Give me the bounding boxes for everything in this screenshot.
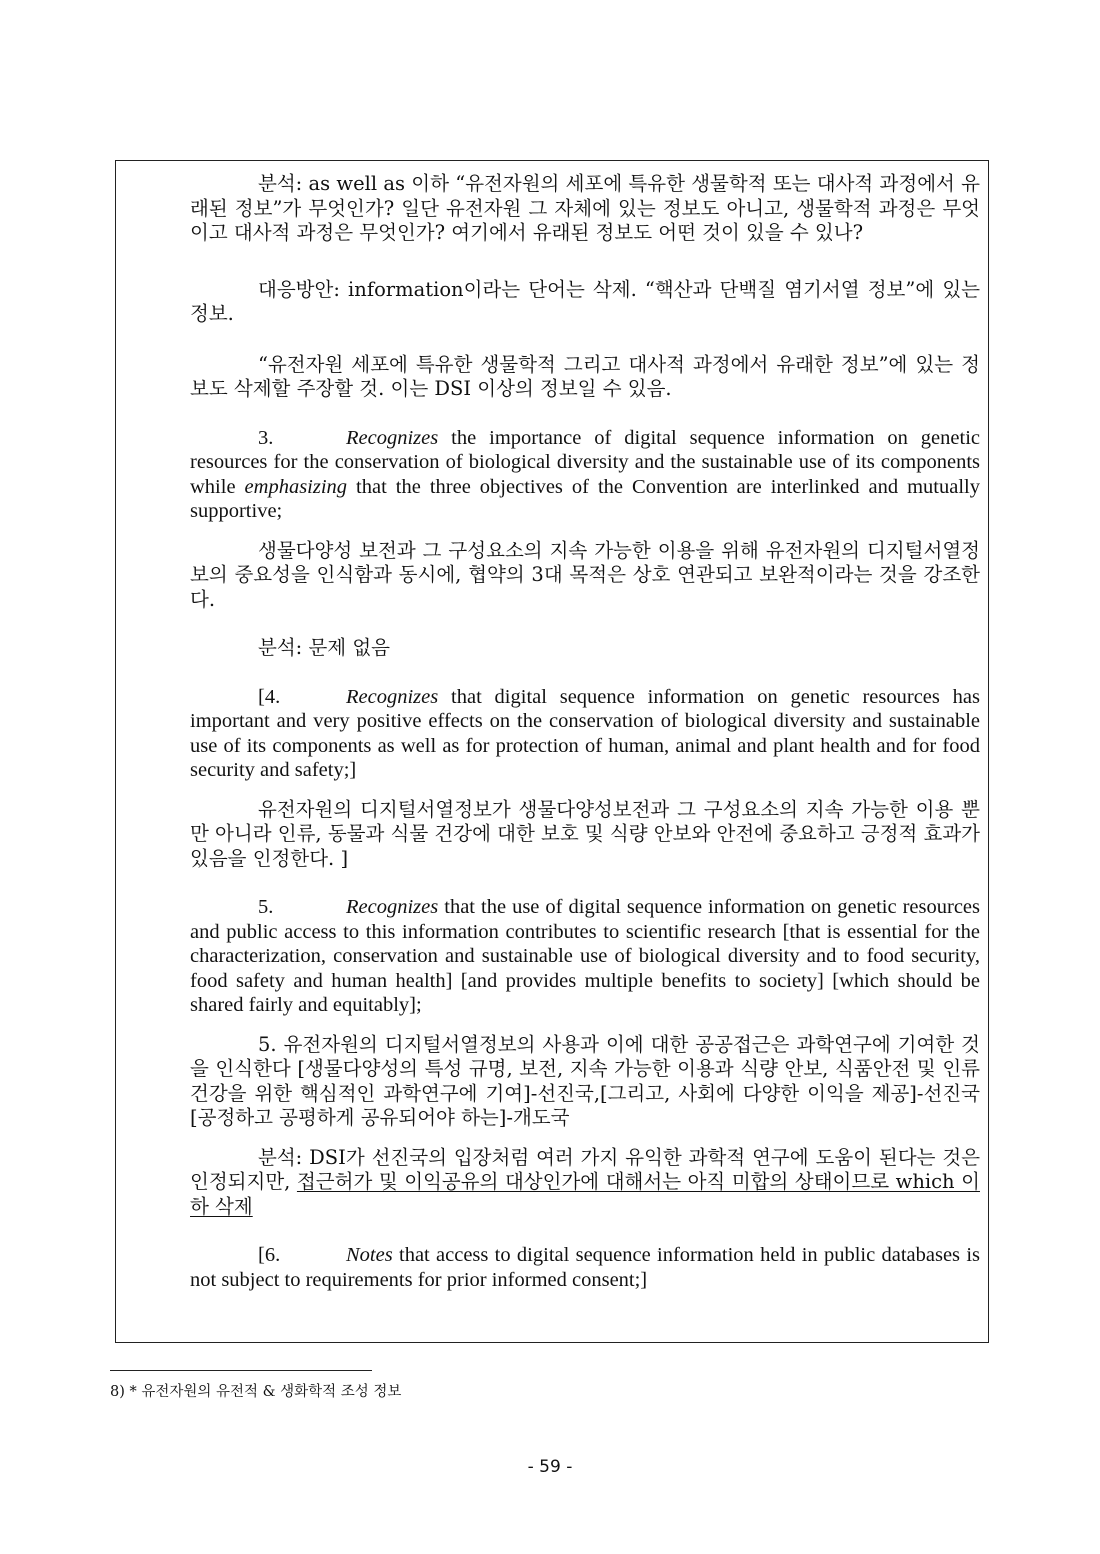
clause-verb: Recognizes [346,896,439,918]
clause-5-korean: 5. 유전자원의 디지털서열정보의 사용과 이에 대한 공공접근은 과학연구에 기여한 것을 인식한다 [생물다양성의 특성 규명, 보전, 지속 가능한 이용과 식량 안보, 식품안전 및 인류 건강을 위한 핵심적인 과학연구에 기여]-선진국,[그리고, 사회에 다양한 이익을 제공]-선진국 [공정하고 공평하게 공유되어야 하는]-개도국 [190,1032,980,1129]
footnote-divider [110,1370,372,1371]
clause-text: that access to digital sequence information held in public databases is not subject to requirements for prior informed consent;] [190,1244,980,1291]
clause-text-2: that the three objectives of the Convention are interlinked and mutually supportive; [190,475,980,522]
clause-emphasis: emphasizing [244,475,348,498]
footnote: 8) * 유전자원의 유전적 & 생화학적 조성 정보 [110,1384,402,1400]
clause-6-english [190,1243,980,1292]
analysis-no-issue: 분석: 문제 없음 [258,636,390,659]
clause-3-korean: 생물다양성 보전과 그 구성요소의 지속 가능한 이용을 위해 유전자원의 디지털서열정보의 중요성을 인식함과 동시에, 협약의 3대 목적은 상호 연관되고 보완적이라는 것을 강조한다. [190,538,980,611]
analysis-text: 분석: DSI가 선진국의 입장처럼 여러 가지 유익한 과학적 연구에 도움이 된다는 것은 인정되지만, [190,1145,980,1193]
clause-verb: Notes [346,1244,393,1266]
response-paragraph: 대응방안: information이라는 단어는 삭제. “핵산과 단백질 염기서열 정보”에 있는 정보. [190,277,980,325]
clause-4-korean: 유전자원의 디지털서열정보가 생물다양성보전과 그 구성요소의 지속 가능한 이용 뿐만 아니라 인류, 동물과 식물 건강에 대한 보호 및 식량 안보와 안전에 중요하고 긍정적 효과가 있음을 인정한다. ] [190,797,980,870]
clause-verb: Recognizes [346,685,439,708]
page-number: - 59 - [527,1457,573,1477]
clause-4-english [190,685,980,783]
clause-text: that digital sequence information on genetic resources has important and very positive effects on the conservation of biological diversity and sustainable use of its components as well as for protection of human, animal and plant health and for food security and safety;] [190,685,980,781]
clause-number: [6. [258,1244,281,1266]
clause-verb: Recognizes [346,426,439,449]
clause-3-english [190,426,980,524]
analysis-paragraph-1: 분석: as well as 이하 “유전자원의 세포에 특유한 생물학적 또는 대사적 과정에서 유래된 정보”가 무엇인가? 일단 유전자원 그 자체에 있는 정보도 아니고, 생물학적 과정은 무엇이고 대사적 과정은 무엇인가? 여기에서 유래된 정보도 어떤 것이 있을 수 있나? [190,172,980,244]
underlined-analysis-text: 접근허가 및 이익공유의 대상인가에 대해서는 아직 미합의 상태이므로 which 이하 삭제 [190,1170,980,1218]
clause-5-english [190,895,980,1018]
analysis-paragraph-dsi [190,1146,980,1220]
clause-number: 5. [258,896,274,918]
deletion-paragraph: “유전자원 세포에 특유한 생물학적 그리고 대사적 과정에서 유래한 정보”에 있는 정보도 삭제할 주장할 것. 이는 DSI 이상의 정보일 수 있음. [190,352,980,400]
clause-number: [4. [258,685,281,708]
document-body [190,172,980,1292]
clause-text: the importance of digital sequence information on genetic resources for the conservation of biological diversity and the sustainable use of its components while [190,426,980,498]
clause-number: 3. [258,426,274,449]
clause-text: that the use of digital sequence information on genetic resources and public access to this information contributes to scientific research [that is essential for the characterization, conservation and sustainable use of biological diversity and to food security, food safety and human health] [and provides multiple benefits to society] [which should be shared fairly and equitably]; [190,896,980,1016]
